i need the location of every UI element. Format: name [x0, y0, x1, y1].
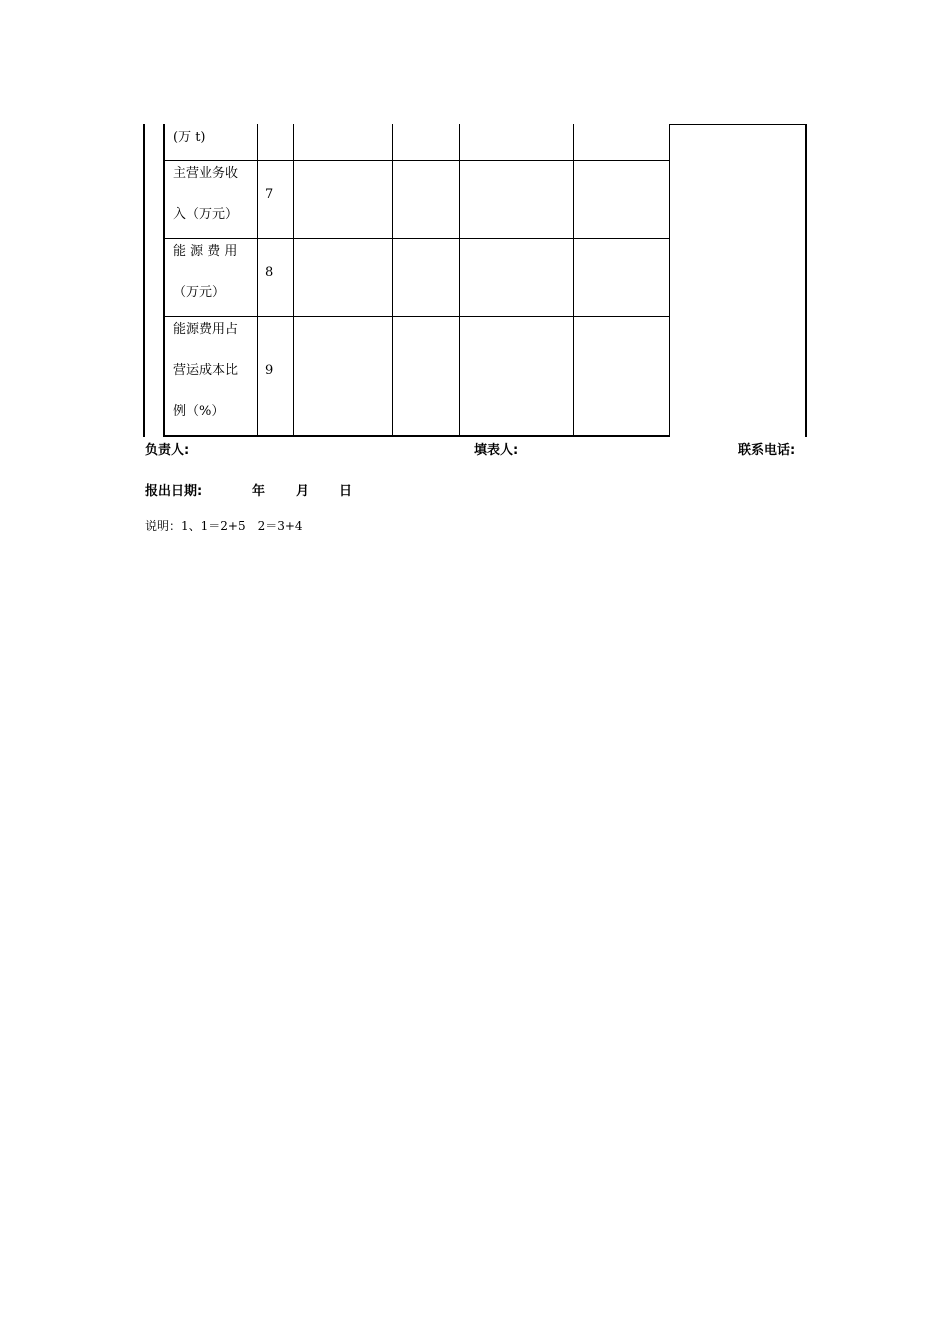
row-number-revenue: 7 — [265, 187, 274, 202]
table-row-separator-2 — [163, 238, 670, 239]
row-label-revenue-line-2: 入（万元） — [173, 207, 239, 222]
table-number-column-divider — [293, 124, 294, 437]
table-column-divider-6 — [669, 124, 670, 437]
report-date-label: 报出日期: — [145, 484, 203, 499]
row-number-energy-cost: 8 — [265, 265, 274, 280]
row-number-energy-cost-ratio: 9 — [265, 363, 274, 378]
report-month-label: 月 — [296, 484, 310, 499]
table-top-border-right — [669, 124, 807, 125]
row-label-energy-cost-line-1: 能 源 费 用 — [173, 244, 238, 259]
report-day-label: 日 — [339, 484, 353, 499]
row-label-energy-cost-ratio — [173, 320, 255, 424]
table-row-separator-1 — [163, 160, 670, 161]
table-label-column-divider — [257, 124, 258, 437]
row-label-energy-cost-ratio-line-3: 例（%） — [173, 404, 225, 419]
contact-phone-label: 联系电话: — [738, 443, 796, 458]
form-filler-label: 填表人: — [474, 443, 519, 458]
row-label-revenue-line-1: 主营业务收 — [173, 166, 239, 181]
row-label-energy-cost — [173, 242, 255, 306]
table-column-divider-3 — [392, 124, 393, 437]
responsible-person-label: 负责人: — [145, 443, 190, 458]
table-outer-left-border — [143, 124, 145, 437]
unit-fragment-label: (万 t) — [173, 130, 206, 145]
table-inner-left-border — [163, 124, 165, 437]
table-bottom-border — [163, 435, 670, 437]
row-label-energy-cost-ratio-line-2: 营运成本比 — [173, 363, 239, 378]
table-right-border — [805, 124, 807, 437]
row-label-revenue — [173, 164, 255, 228]
table-column-divider-4 — [459, 124, 460, 437]
report-year-label: 年 — [252, 484, 266, 499]
table-column-divider-5 — [573, 124, 574, 437]
table-row-separator-3 — [163, 316, 670, 317]
row-label-energy-cost-line-2: （万元） — [173, 285, 226, 300]
formula-note: 说明：1、1＝2+5 2＝3+4 — [145, 519, 303, 533]
row-label-energy-cost-ratio-line-1: 能源费用占 — [173, 322, 239, 337]
